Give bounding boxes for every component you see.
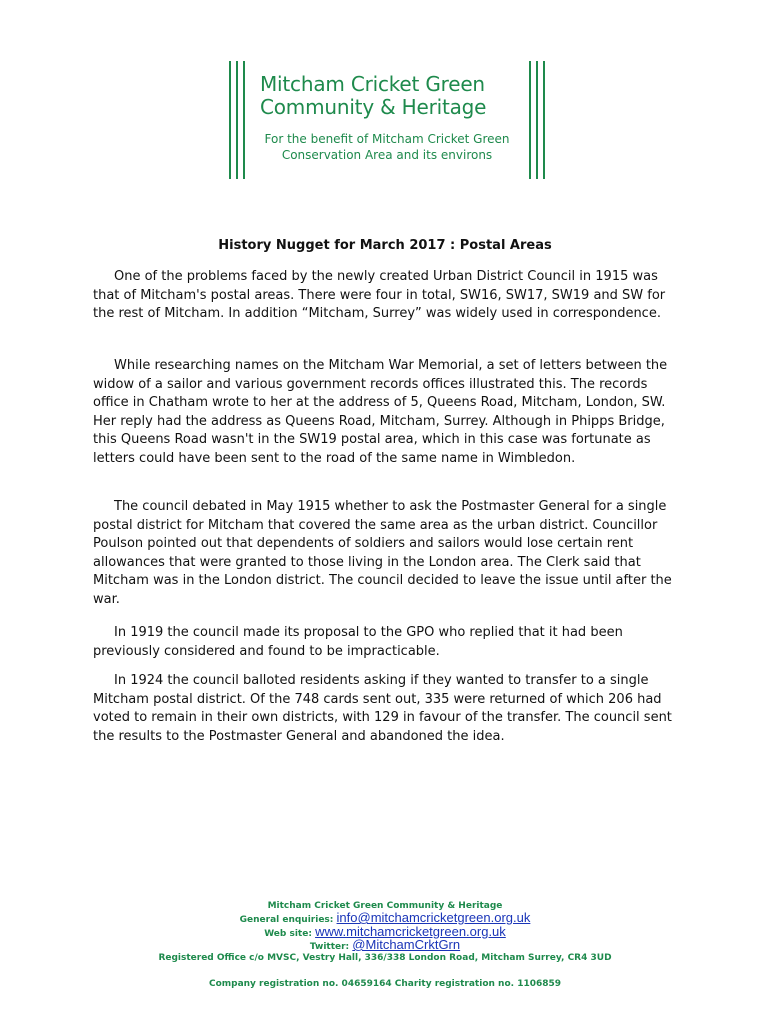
footer-enquiries-label: General enquiries: <box>239 915 337 925</box>
logo-tagline-line-1: For the benefit of Mitcham Cricket Green <box>264 132 510 146</box>
footer-registration: Company registration no. 04659164 Charity registration no. 1106859 <box>208 979 562 989</box>
logo-title <box>260 73 486 119</box>
logo-title-line-1: Mitcham Cricket Green <box>260 72 485 96</box>
logo-tagline-line-2: Conservation Area and its environs <box>281 148 493 162</box>
footer-website-label: Web site: <box>264 929 316 939</box>
enquiries-email-link[interactable]: info@mitchamcricketgreen.org.uk <box>336 910 531 925</box>
logo-title-line-2: Community & Heritage <box>260 95 487 119</box>
footer-twitter-label: Twitter: <box>309 942 353 952</box>
twitter-link[interactable]: @MitchamCrktGrn <box>352 937 461 952</box>
article-heading: History Nugget for March 2017 : Postal Areas <box>218 238 552 253</box>
footer-enquiries <box>0 910 770 925</box>
website-link[interactable]: www.mitchamcricketgreen.org.uk <box>315 924 506 939</box>
footer-org-name: Mitcham Cricket Green Community & Heritage <box>267 901 503 911</box>
article-paragraph-1: One of the problems faced by the newly created Urban District Council in 1915 was that of Mitcham's postal areas. There were four in total, SW16, SW17, SW19 and SW for the rest of Mitcham. In addition “Mitcham, Surrey” was widely used in correspondence. <box>93 269 666 321</box>
article-paragraph-4: In 1919 the council made its proposal to the GPO who replied that it had been previously considered and found to be impracticable. <box>93 625 623 659</box>
article-paragraph-2: While researching names on the Mitcham War Memorial, a set of letters between the widow of a sailor and various government records offices illustrated this. The records office in Chatham wrote to her at the address of 5, Queens Road, Mitcham, London, SW. Her reply had the address as Queens Road, Mitcham, Surrey. Although in Phipps Bridge, this Queens Road wasn't in the SW19 postal area, which in this case was fortunate as letters could have been sent to the road of the same name in Wimbledon. <box>93 358 668 466</box>
organisation-logo <box>229 61 545 179</box>
article-paragraph-5: In 1924 the council balloted residents asking if they wanted to transfer to a single Mitcham postal district. Of the 748 cards sent out, 335 were returned of which 206 had voted to remain in their own districts, with 129 in favour of the transfer. The council sent the results to the Postmaster General and abandoned the idea. <box>93 673 672 744</box>
footer-twitter <box>0 937 770 952</box>
article-paragraph-3: The council debated in May 1915 whether to ask the Postmaster General for a single postal district for Mitcham that covered the same area as the urban district. Councillor Poulson pointed out that dependents of soldiers and sailors would lose certain rent allowances that were granted to those living in the London area. The Clerk said that Mitcham was in the London district. The council decided to leave the issue until after the war. <box>93 499 672 607</box>
logo-tagline <box>229 131 545 163</box>
footer-registered-office: Registered Office c/o MVSC, Vestry Hall, 336/338 London Road, Mitcham Surrey, CR4 3UD <box>158 953 612 963</box>
